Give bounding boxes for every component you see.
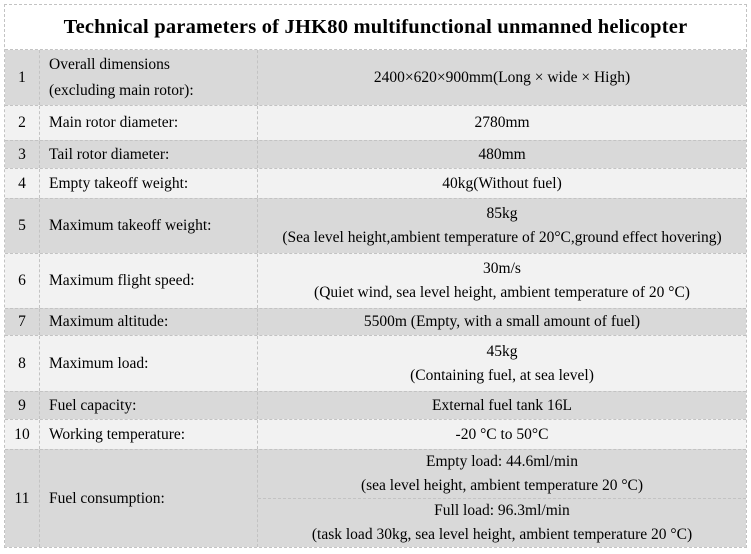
row-number: 8 [5,336,40,391]
value-line: Empty load: 44.6ml/min [426,453,578,470]
table-row [5,198,746,253]
row-number: 5 [5,199,40,253]
parameter-name [40,450,258,547]
value-line: 480mm [478,145,526,163]
value-line: (task load 30kg, sea level height, ambient temperature 20 °C) [311,526,693,543]
parameter-name [40,169,258,198]
parameter-name-line: Overall dimensions [49,55,170,73]
value-subcell [258,498,746,547]
row-number: 2 [5,106,40,140]
parameter-name-line: Maximum load: [49,354,149,372]
row-number: 3 [5,141,40,168]
value-subcell [258,309,746,335]
table-row [5,449,746,547]
parameter-name [40,106,258,140]
parameter-name [40,336,258,391]
value-line: (Sea level height,ambient temperature of 20°C,ground effect hovering) [282,229,722,246]
parameter-name-line: Maximum takeoff weight: [49,217,212,234]
parameter-value [258,392,746,419]
value-subcell [258,50,746,105]
table-row [5,253,746,308]
parameter-name-line: Main rotor diameter: [49,114,179,131]
parameter-name-line: Tail rotor diameter: [49,145,170,163]
row-number: 7 [5,309,40,335]
parameter-name [40,199,258,253]
table-row [5,419,746,449]
value-line: (Containing fuel, at sea level) [410,366,594,384]
value-line: 5500m (Empty, with a small amount of fuel) [363,313,641,330]
value-line: (Quiet wind, sea level height, ambient temperature of 20 °C) [314,284,690,301]
value-line: 2400×620×900mm(Long × wide × High) [373,68,631,86]
value-subcell [258,336,746,391]
parameter-value [258,336,746,391]
parameter-name-line: Empty takeoff weight: [49,174,189,192]
row-number: 4 [5,169,40,198]
value-line: 40kg(Without fuel) [442,174,562,192]
table-row [5,391,746,419]
table-row [5,308,746,335]
parameters-table [4,4,747,548]
value-line: 85kg [486,205,518,222]
value-subcell [258,254,746,308]
parameter-value [258,50,746,105]
parameter-name [40,50,258,105]
parameter-value [258,309,746,335]
table-title: Technical parameters of JHK80 multifunctional unmanned helicopter [5,5,746,50]
parameter-value [258,254,746,308]
parameter-name [40,254,258,308]
parameter-name-line: Fuel consumption: [49,489,165,507]
value-line: External fuel tank 16L [432,396,572,414]
parameter-name [40,309,258,335]
value-line: 30m/s [483,260,521,277]
value-subcell [258,420,746,449]
parameter-name-line: Working temperature: [49,425,186,443]
parameter-name-line: Maximum flight speed: [49,272,195,289]
row-number: 9 [5,392,40,419]
parameter-name [40,420,258,449]
parameter-value [258,141,746,168]
table-row [5,140,746,168]
parameter-name [40,141,258,168]
parameter-name-line: Fuel capacity: [49,396,137,414]
value-subcell [258,141,746,168]
value-line: Full load: 96.3ml/min [434,502,570,519]
value-line: 2780mm [474,114,530,131]
value-subcell [258,169,746,198]
table-row [5,50,746,105]
row-number: 1 [5,50,40,105]
row-number: 10 [5,420,40,449]
parameter-name-line: Maximum altitude: [49,313,169,330]
parameter-value [258,420,746,449]
table-row [5,168,746,198]
value-line: 45kg [486,342,518,360]
table-row [5,105,746,140]
value-line: -20 °C to 50°C [455,425,549,443]
row-number: 11 [5,450,40,547]
parameter-value [258,450,746,547]
parameter-value [258,199,746,253]
value-subcell [258,392,746,419]
parameter-value [258,169,746,198]
parameter-value [258,106,746,140]
parameter-name [40,392,258,419]
value-subcell [258,106,746,140]
table-body [5,50,746,547]
row-number: 6 [5,254,40,308]
value-line: (sea level height, ambient temperature 20 °C) [360,477,644,494]
table-row [5,335,746,391]
value-subcell [258,450,746,498]
parameter-name-line: (excluding main rotor): [49,81,194,99]
value-subcell [258,199,746,253]
